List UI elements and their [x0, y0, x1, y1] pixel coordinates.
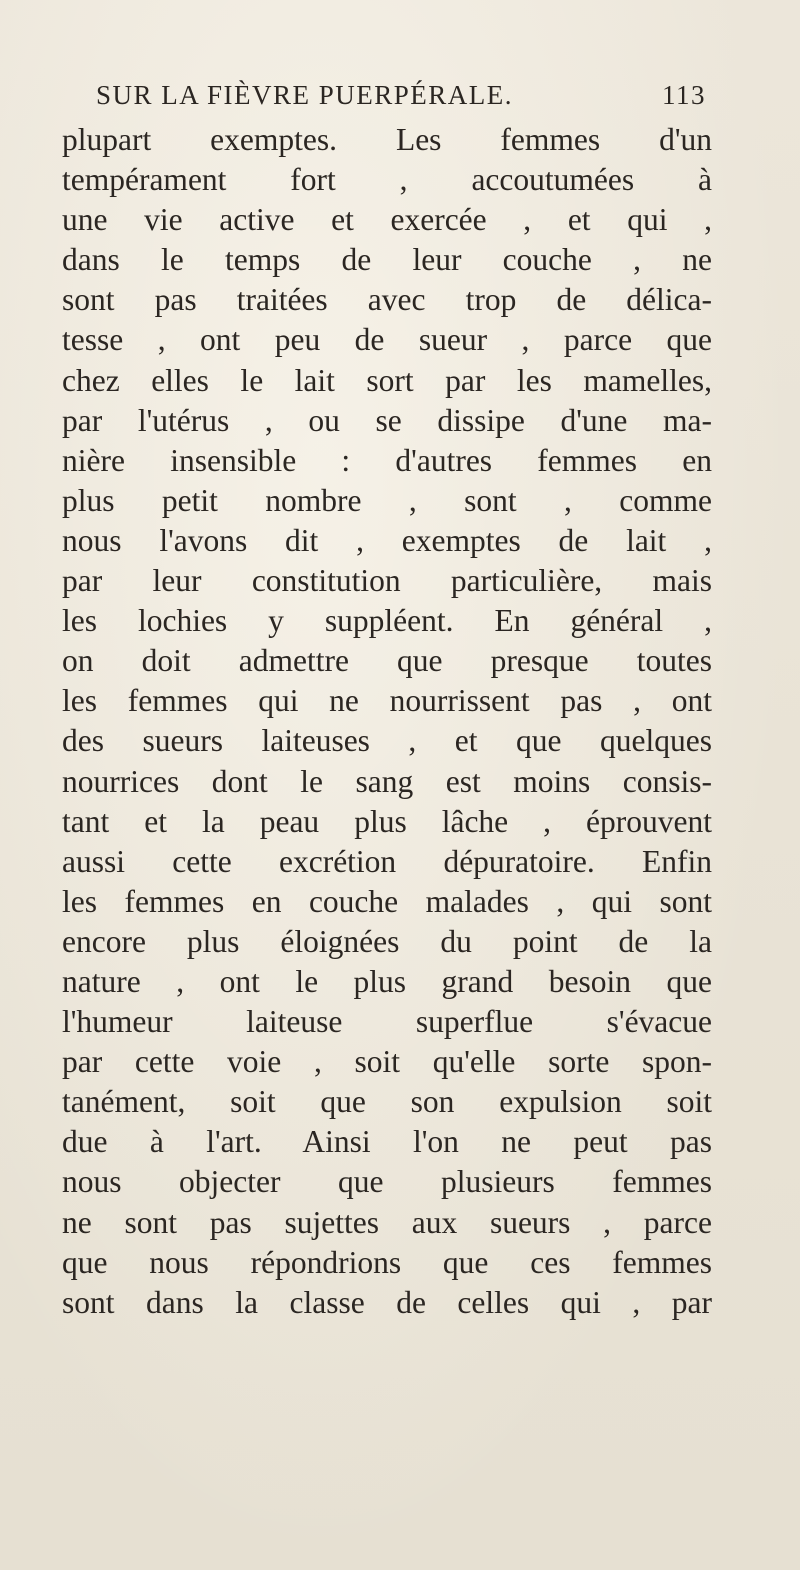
- text-line: encore plus éloignées du point de la: [62, 923, 712, 959]
- text-line: des sueurs laiteuses , et que quelques: [62, 723, 712, 759]
- text-line: que nous répondrions que ces femmes: [62, 1244, 712, 1280]
- text-line: les lochies y suppléent. En général ,: [62, 603, 712, 639]
- body-text: [62, 120, 712, 1323]
- text-line: les femmes qui ne nourrissent pas , ont: [62, 683, 712, 719]
- text-line: l'humeur laiteuse superflue s'évacue: [62, 1004, 712, 1040]
- text-line: dans le temps de leur couche , ne: [62, 242, 712, 278]
- text-line: une vie active et exercée , et qui ,: [62, 202, 712, 238]
- page-number: 113: [662, 80, 706, 110]
- text-line: plus petit nombre , sont , comme: [62, 482, 712, 518]
- text-line: nous objecter que plusieurs femmes: [62, 1164, 712, 1200]
- text-line: due à l'art. Ainsi l'on ne peut pas: [62, 1124, 712, 1160]
- text-line: nature , ont le plus grand besoin que: [62, 963, 712, 999]
- text-line: aussi cette excrétion dépuratoire. Enfin: [62, 843, 712, 879]
- text-line: par leur constitution particulière, mais: [62, 563, 712, 599]
- text-line: nière insensible : d'autres femmes en: [62, 442, 712, 478]
- text-line: sont pas traitées avec trop de délica-: [62, 282, 712, 318]
- text-line: nourrices dont le sang est moins consis-: [62, 763, 712, 799]
- text-line: sont dans la classe de celles qui , par: [62, 1284, 712, 1320]
- text-line: plupart exemptes. Les femmes d'un: [62, 122, 712, 157]
- text-line: tesse , ont peu de sueur , parce que: [62, 322, 712, 358]
- text-line: tanément, soit que son expulsion soit: [62, 1084, 712, 1120]
- text-line: tempérament fort , accoutumées à: [62, 162, 712, 198]
- text-line: tant et la peau plus lâche , éprouvent: [62, 803, 712, 839]
- running-head: [96, 80, 706, 120]
- text-line: nous l'avons dit , exemptes de lait ,: [62, 522, 712, 558]
- text-line: par l'utérus , ou se dissipe d'une ma-: [62, 402, 712, 438]
- text-line: on doit admettre que presque toutes: [62, 643, 712, 679]
- running-title: SUR LA FIÈVRE PUERPÉRALE.: [96, 80, 514, 110]
- text-line: les femmes en couche malades , qui sont: [62, 883, 712, 919]
- text-line: chez elles le lait sort par les mamelles,: [62, 362, 712, 398]
- text-line: ne sont pas sujettes aux sueurs , parce: [62, 1204, 712, 1240]
- text-line: par cette voie , soit qu'elle sorte spon-: [62, 1044, 712, 1080]
